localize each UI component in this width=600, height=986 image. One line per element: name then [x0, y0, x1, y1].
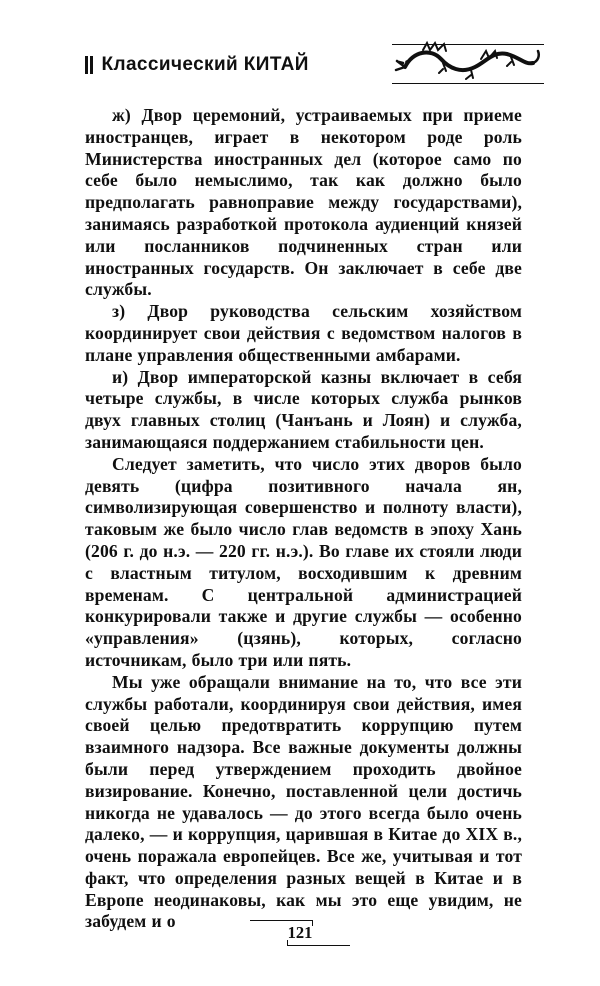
header-rule-ornament [392, 44, 544, 84]
paragraph-item-corruption-note: Мы уже обращали внимание на то, что все эти службы работали, координируя свои действия, имея своей целью предотвратить коррупцию путем взаимного надзора. Все важные документы должны были перед утверждением проходить двойное визирование. Конечно, поставленной цели достичь никогда не удавалось — до этого всегда было очень далеко, — и коррупция, царившая в Китае до XIX в., очень поражала европейцев. Все же, учитывая и тот факт, что определения разных вещей в Китае и в Европе неодинаковы, как мы это еще увидим, не забудем и о [85, 671, 522, 932]
paragraph-item-courts-note: Следует заметить, что число этих дворов было девять (цифра позитивного начала ян, символизирующая совершенство и полноту власти), таковым же было число глав ведомств в эпоху Хань (206 г. до н.э. — 220 гг. н.э.). Во главе их стояли люди с властным титулом, восходившим к древним временам. С центральной администрацией конкурировали также и другие службы — особенно «управления» (цзянь), которых, согласно источникам, было три или пять. [85, 453, 522, 670]
dragon-icon [393, 37, 543, 87]
page-number: 121 [287, 923, 313, 942]
page-footer [0, 920, 600, 946]
page-body-text [85, 105, 522, 933]
page-title: Классический КИТАЙ [101, 54, 309, 75]
page-header [85, 42, 544, 88]
header-title-block [85, 54, 309, 76]
page-number-ornament [276, 920, 325, 946]
paragraph-item-z: з) Двор руководства сельским хозяйством координирует свои действия с ведомством налогов в плане управления общественными амбарами. [85, 301, 522, 365]
header-bars-ornament [85, 56, 93, 74]
paragraph-item-i: и) Двор императорской казны включает в себя четыре службы, в числе которых служба рынков двух главных столиц (Чанъань и Лоян) и служба, занимающаяся поддержанием стабильности цен. [85, 366, 522, 452]
paragraph-item-zh: ж) Двор церемоний, устраиваемых при приеме иностранцев, играет в некотором роде роль Министерства иностранных дел (которое само по себе было немыслимо, так как должно было предполагать равноправие между государствами), занимаясь разработкой протокола аудиенций князей или посланников подчиненных стран или иностранных государств. Он заключает в себе две службы. [85, 105, 522, 300]
